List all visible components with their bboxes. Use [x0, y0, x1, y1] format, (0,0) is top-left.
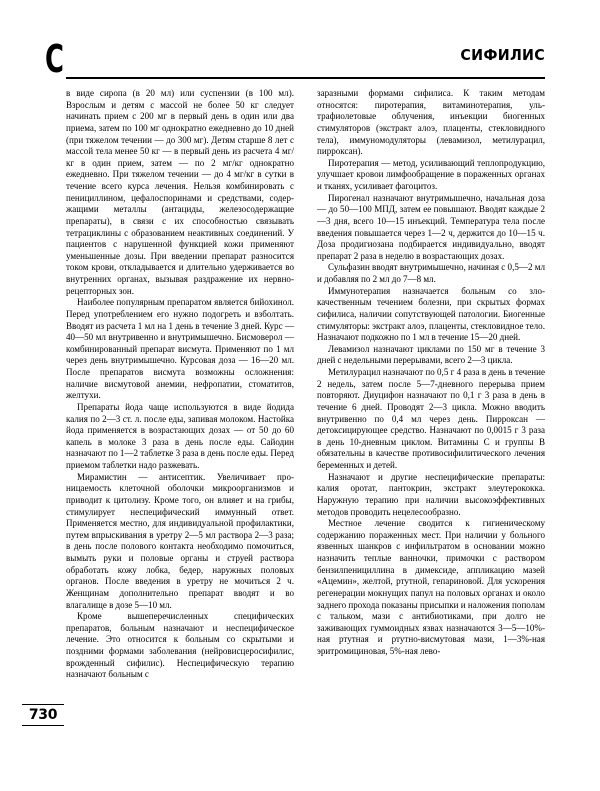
paragraph: Препараты йода чаще используются в виде йодида калия по 2—3 ст. л. после еды, запивая молоком. Настойка йода применяется в возрастающих дозах — от 50 до 60 капель в молоке 3 раза в день после еды. Сайодин назначают по 1—2 таблетке 3 раза в день после еды. Перед приемом таблетки надо разжевать. — [66, 401, 294, 470]
paragraph: Левамизол назначают циклами по 150 мг в течение 3 дней с недельными перерывами, всего 2—3 цикла. — [317, 343, 545, 366]
alphabet-letter-tab: С — [45, 37, 64, 81]
right-text-column — [317, 88, 545, 658]
paragraph: Пирогенал назначают внутримышечно, начальная доза — до 50—100 МПД, затем ее повышают. Вводят каждые 2—3 дня, всего 10—15 инъекций. Температура тела после введения повышается через 1—2 ч, держится до 10—15 ч. Доза продигиозана подбирается индивидуально, вводят препарат 2 раза в неделю в возрастающих дозах. — [317, 192, 545, 261]
paragraph: Мирамистин — антисептик. Увеличивает проницаемость клеточной оболочки микроорганизмов и приводит к цитолизу. Кроме того, он влияет и на грибы, стимулирует неспецифический иммунный ответ. Применяется местно, для индивидуальной профилактики, путем впрыскивания в уретру 2—5 мл раствора 2—3 раза; в день после полового контакта необходимо помочиться, вымыть руки и половые органы и струей раствора обработать кожу лобка, бедер, наружных половых органов. После введения в уретру не мочиться 2 ч. Женщинам дополнительно препарат вводят и во влагалище в дозе 5—10 мл. — [66, 471, 294, 610]
left-text-column — [66, 88, 294, 681]
page-number-rule-bottom — [22, 725, 64, 726]
paragraph: Пиротерапия — метод, усиливающий теплопродукцию, улучшает кровои лимфообращение в пораженных органах и тканях, усиливает фагоцитоз. — [317, 157, 545, 191]
paragraph: Кроме вышеперечисленных специфических препаратов, больным назначают и неспецифическое лечение. Это относится к больным со скрытыми и поздними формами заболевания (нейровисцеросифилис, врожденный сифилис). Неспецифическую терапию назначают больным с — [66, 611, 294, 680]
running-head-title: СИФИЛИС — [460, 46, 545, 64]
paragraph: заразными формами сифилиса. К таким методам относятся: пиротерапия, витаминотерапия, ультрафиолетовые облучения, инъекции биогенных стимуляторов (экстракт алоэ, плаценты, стекловидного тела), иммуномодуляторы (левамизол, метилурацил, пирроксан). — [317, 88, 545, 157]
page-number: 730 — [28, 707, 58, 724]
paragraph: Сульфазин вводят внутримышечно, начиная с 0,5—2 мл и добавляя по 2 мл до 7—8 мл. — [317, 262, 545, 284]
paragraph: Назначают и другие неспецифические препараты: калия оротат, пантокрин, экстракт элеутерококка. Наружную терапию при наличии высокоэффективных методов проводить нецелесообразно. — [317, 471, 545, 517]
paragraph: Наиболее популярным препаратом является бийохинол. Перед употреблением его нужно подогреть и взболтать. Вводят из расчета 1 мл на 1 день в течение 3 дней. Курс — 40—50 мл внутривенно и внутримышечно. Бисмоверол — комбинированный препарат висмута. Применяют по 1 мл через день внутримышечно. Курсовая доза — 16—20 мл. После препаратов висмута возможны осложнения: наличие висмутовой анемии, нефропатии, стоматитов, желтухи. — [66, 297, 294, 401]
paragraph: Иммунотерапия назначается больным со злокачественным течением болезни, при скрытых формах сифилиса, наличии сопутствующей патологии. Биогенные стимуляторы: экстракт алоэ, плаценты, стекловидное тело. Назначают подкожно по 1 мл в течение 15—20 дней. — [317, 285, 545, 343]
paragraph: Местное лечение сводится к гигиеническому содержанию пораженных мест. При наличии у больного язвенных шанкров с инфильтратом в основании можно назначить теплые ванночки, примочки с раствором бензилпенициллина в димексиде, аппликацию мазей «Ацемин», желтой, ртутной, гепариновой. Для ускорения регенерации мокнущих папул на половых органах и около заднего прохода показаны присыпки и наложения пополам с тальком, мази с антибиотиками, при долго не заживающих гуммоидных язвах назначаются 3—5—10%-ная ртутная и ртутно-висмутовая мази, 1—3%-ная эритромициновая, 5%-ная лево- — [317, 518, 545, 656]
header-divider-rule — [66, 77, 545, 79]
paragraph: Метилурацил назначают по 0,5 г 4 раза в день в течение 2 недель, затем после 5—7-дневного перерыва прием повторяют. Диуцифон назначают по 0,1 г 3 раза в день в течение 6 дней. Проводят 2—3 цикла. Можно вводить внутривенно по 0,4 мл через день. Пирроксан — детоксицирующее средство. Назначают по 0,0015 г 3 раза в день 10-дневным циклом. Витамины С и группы В обязательны в качестве противосифилитического лечения беременных и детей. — [317, 367, 545, 470]
page-header — [0, 37, 600, 84]
page-number-block — [22, 704, 64, 726]
paragraph: в виде сиропа (в 20 мл) или суспензии (в 100 мл). Взрослым и детям с массой не более 50 кг следует начинать прием с 200 мг в первый день в один или два приема, затем по 100 мг однократно ежедневно до 10 дней (при тяжелом течении — до 300 мг). Детям старше 8 лет с массой тела менее 50 кг — в первый день из расчета 4 мг/кг в один прием, затем — по 2 мг/кг однократно ежедневно. При тяжелом течении — до 4 мг/кг в сутки в течение всего курса лечения. Нельзя комбинировать с пенициллином, цефалоспоринами и средствами, содержащими металлы (антациды, железосодержащие препараты), в связи с их способностью связывать тетрациклины с образованием неактивных соединений. У пациентов с нарушенной функцией кожи применяют уменьшенные дозы. При введении препарат разносится током крови, откладывается и длительно удерживается во внутренних органах, вызывая раздражение их нервно-рецепторных зон. — [66, 88, 294, 296]
